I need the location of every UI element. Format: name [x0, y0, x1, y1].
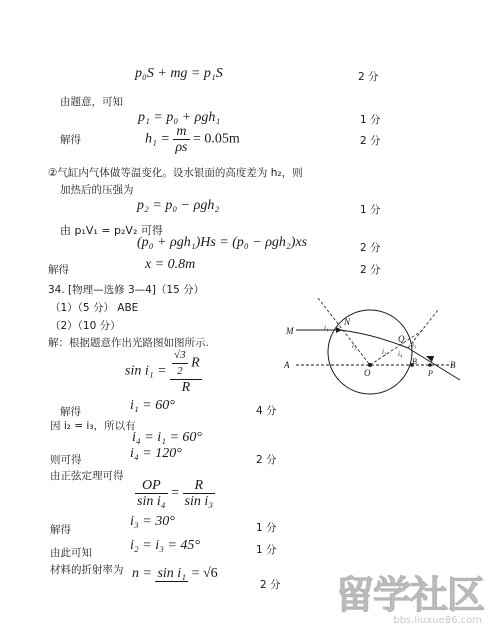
label-N: N — [344, 317, 351, 327]
equation-h1-fraction — [173, 124, 189, 155]
equation-sine-right-den: sin i₃ — [184, 494, 214, 509]
center-point — [368, 363, 372, 367]
label-B-mid: B — [412, 357, 417, 366]
equation-i2-i3: i₂ = i₃ = 45° — [130, 538, 201, 553]
equation-sqrt3: √3 — [172, 348, 188, 364]
equation-n-num: sin i₁ — [157, 566, 187, 581]
text-q34-part1: （1）（5 分） ABE — [50, 302, 139, 314]
equation-i4: i₄ = 120° — [130, 446, 182, 461]
equation-i3: i₃ = 30° — [130, 514, 175, 529]
text-index: 材料的折射率为 — [50, 564, 124, 576]
text-from-this: 由此可知 — [50, 547, 92, 559]
label-i4: i₄ — [398, 350, 403, 358]
label-B: B — [450, 360, 456, 370]
score-x: 2 分 — [360, 264, 381, 276]
equation-boyle: (p₀ + ρgh₁)Hs = (p₀ − ρgh₂)xs — [137, 235, 308, 250]
text-q34-part2: （2）（10 分） — [50, 320, 121, 332]
equation-sin-i1-den: R — [181, 380, 191, 395]
equation-sine-left-fraction — [135, 478, 168, 509]
text-q34-solution: 解：根据题意作出光路图如图所示. — [48, 337, 209, 349]
equation-sin-i1 — [125, 348, 202, 395]
label-i1: i₁ — [324, 324, 329, 332]
text-part2-intro: ②气缸内气体做等温变化。设水银面的高度差为 h₂，则 — [48, 167, 303, 179]
text-then: 则可得 — [50, 454, 82, 466]
equation-n-left: n = — [132, 566, 152, 581]
equation-sine-rule — [135, 478, 215, 509]
equation-sin-i1-left: sin i₁ = — [125, 363, 167, 379]
equation-sin-i1-fraction — [170, 348, 202, 395]
equation-p2: p₂ = p₀ − ρgh₂ — [137, 198, 220, 213]
equation-h1-right: = 0.05m — [193, 131, 240, 147]
score-n: 2 分 — [260, 579, 281, 591]
score-h1: 2 分 — [360, 135, 381, 147]
label-P: P — [428, 369, 433, 378]
equation-h1-den: ρs — [175, 140, 188, 155]
equals-sign: = — [171, 485, 180, 501]
text-solve-3: 解得 — [60, 406, 81, 418]
score-i4: 2 分 — [256, 454, 277, 466]
equation-i4-eq-i1: i₄ = i₁ = 60° — [132, 430, 203, 445]
label-i5: i₅ — [412, 341, 417, 349]
equation-h1 — [145, 124, 240, 155]
watermark-url: bbs.liuxue86.com — [393, 615, 482, 626]
label-O: O — [364, 368, 371, 378]
label-Q: Q — [398, 334, 405, 344]
equation-sine-left-num: OP — [135, 478, 168, 494]
label-M: M — [286, 326, 294, 336]
label-A: A — [284, 360, 290, 370]
equation-x: x = 0.8m — [145, 257, 196, 272]
equation-sine-right-fraction — [183, 478, 216, 509]
equation-sin-i1-R: R — [191, 355, 200, 371]
text-part2-intro-2: 加热后的压强为 — [60, 184, 134, 196]
text-from-question: 由题意，可知 — [60, 96, 123, 108]
equation-i1: i₁ = 60° — [130, 398, 175, 413]
equation-p1: p₁ = p₀ + ρgh₁ — [138, 110, 221, 125]
watermark — [336, 575, 486, 633]
equation-two: 2 — [177, 365, 183, 377]
score-i1: 4 分 — [256, 405, 277, 417]
label-i3: i₃ — [382, 348, 387, 356]
text-solve-2: 解得 — [48, 264, 69, 276]
text-from-boyle: 由 p₁V₁ = p₂V₂ 可得 — [60, 224, 163, 237]
equation-sine-right-num: R — [183, 478, 216, 494]
text-solve-4: 解得 — [50, 524, 71, 536]
watermark-logo: 留学社区 — [336, 573, 485, 617]
score-i2-i3: 1 分 — [256, 544, 277, 556]
equation-n-right: = √6 — [191, 566, 218, 581]
score-p1: 1 分 — [360, 114, 381, 126]
text-because: 因 i₂ = i₃，所以有 — [50, 420, 136, 432]
equation-balance: p₀S + mg = p₁S — [135, 66, 223, 81]
equation-sin-i1-numerator — [170, 348, 202, 380]
score-boyle: 2 分 — [360, 242, 381, 254]
label-i2: i₂ — [352, 342, 357, 350]
light-path-diagram — [278, 290, 468, 395]
point-P — [428, 363, 432, 367]
equation-h1-left: h₁ = — [145, 131, 170, 147]
equation-sine-left-den: sin i₄ — [137, 494, 166, 509]
score-balance: 2 分 — [358, 71, 379, 83]
equation-n — [132, 566, 218, 582]
text-solve-1: 解得 — [60, 134, 81, 146]
equation-h1-num: m — [173, 124, 189, 140]
equation-sqrt3-over-2 — [172, 348, 188, 379]
equation-n-fraction — [155, 566, 188, 582]
score-p2: 1 分 — [360, 204, 381, 216]
heading-q34: 34. [物理—选修 3—4]（15 分） — [48, 284, 205, 296]
text-sine-rule: 由正弦定理可得 — [50, 470, 124, 482]
score-i3: 1 分 — [256, 522, 277, 534]
